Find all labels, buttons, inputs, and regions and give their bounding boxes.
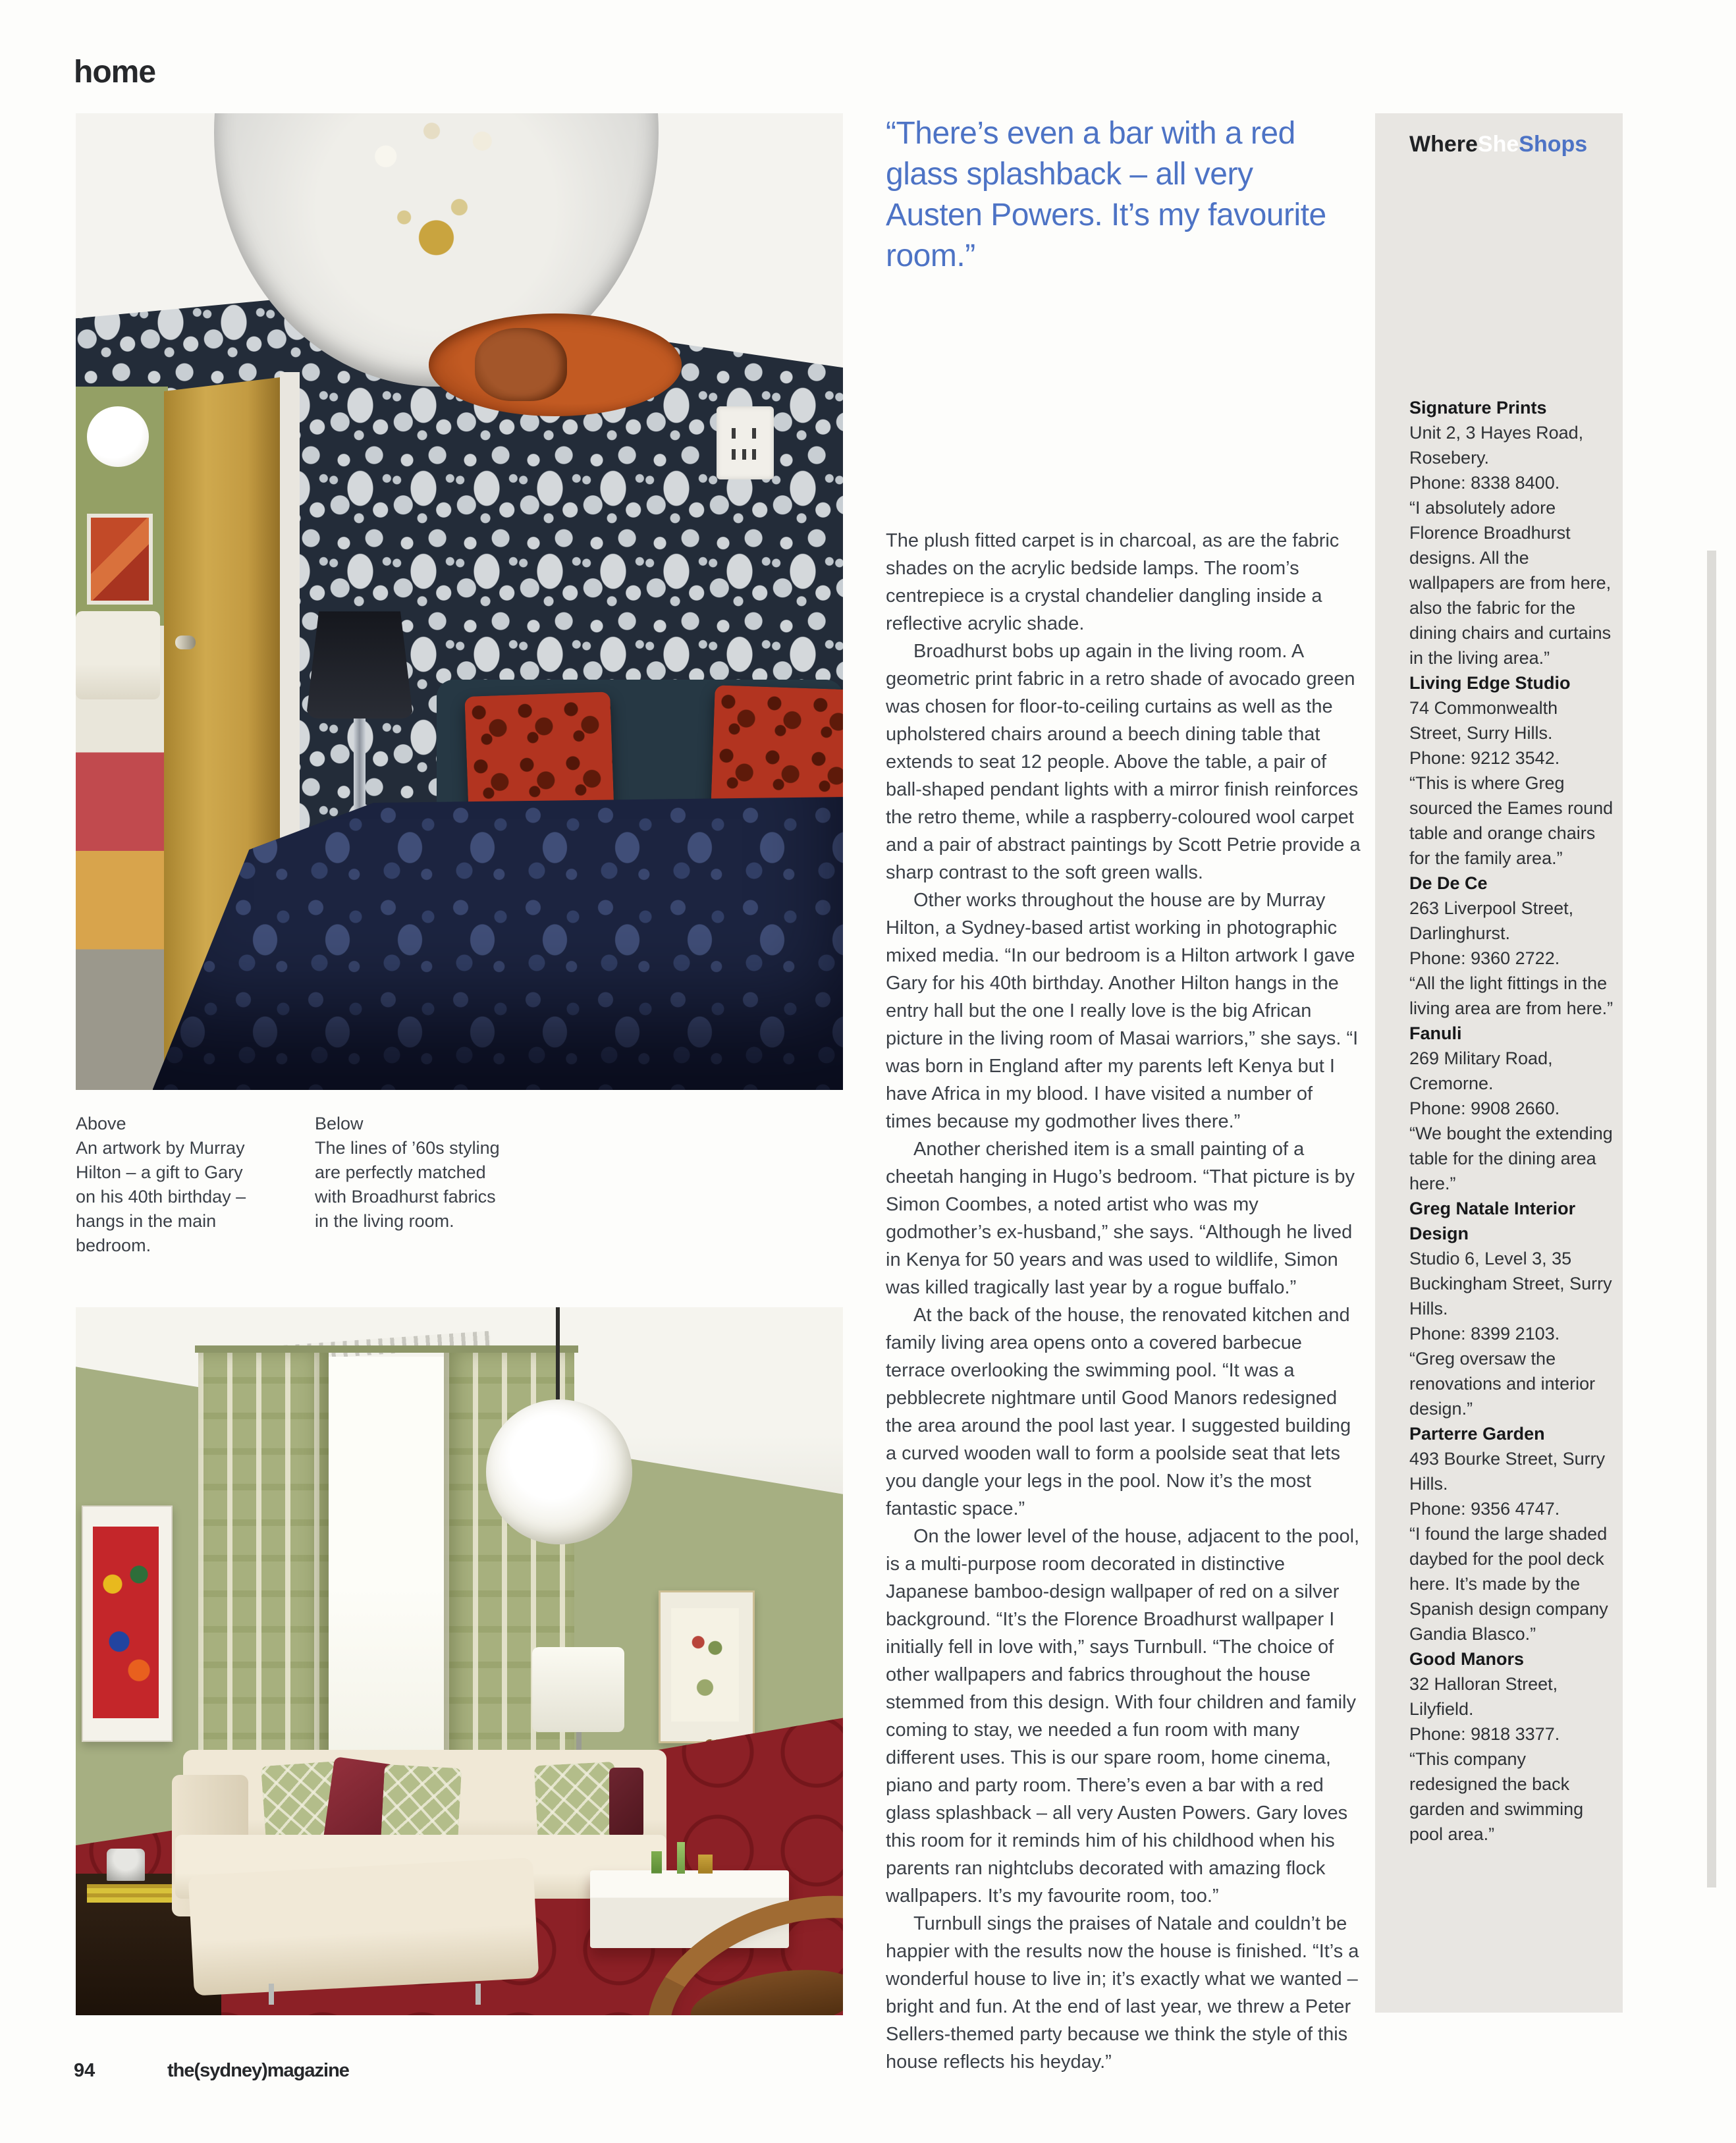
light-switch-buttons (728, 422, 763, 465)
doorway-sofa (76, 611, 160, 699)
shop-phone: Phone: 9356 4747. (1409, 1499, 1560, 1519)
chandelier (321, 113, 552, 309)
caption-above-label: Above (76, 1114, 126, 1133)
shop-quote: “All the light fittings in the living area are from here.” (1409, 973, 1614, 1018)
doorway-red-artwork (87, 514, 152, 605)
caption-below-label: Below (315, 1114, 364, 1133)
pull-quote: “There’s even a bar with a red glass splashback – all very Austen Powers. It’s my favourite room.” (886, 116, 1326, 273)
shop-listing (1409, 1021, 1614, 1196)
page-title: home (74, 55, 156, 90)
shop-address: 269 Military Road, Cremorne. (1409, 1048, 1553, 1093)
sidebar-title-where: Where (1409, 132, 1478, 157)
article-body (886, 527, 1363, 2076)
door-knob (175, 636, 195, 649)
magazine-name: the(sydney)magazine (167, 2060, 349, 2081)
floor-lamp-shade (532, 1647, 624, 1732)
sidebar-title-she: She (1477, 132, 1519, 157)
shop-listing (1409, 395, 1614, 670)
shop-listing (1409, 1646, 1614, 1847)
curtain-rod (195, 1345, 579, 1353)
framed-print-right-canvas (671, 1608, 739, 1722)
shop-quote: “Greg oversaw the renovations and interior design.” (1409, 1349, 1596, 1419)
shop-name: Good Manors (1409, 1649, 1524, 1669)
shop-listing (1409, 1196, 1614, 1421)
glass-vases (643, 1842, 736, 1874)
article-paragraph: Other works throughout the house are by Murray Hilton, a Sydney-based artist working in photographic mixed media. “In our bedroom is a Hilton artwork I gave Gary for his 40th birthday. Another Hilton hangs in the entry hall but the one I really love is the big African picture in the living room of Masai warriors,” she says. “I was born in England after my parents left Kenya but I have Africa in my blood. I have visited a number of times because my godmother lives there.” (886, 890, 1359, 1132)
shop-quote: “We bought the extending table for the dining area here.” (1409, 1124, 1613, 1193)
pendant-sphere-lamp (486, 1399, 632, 1544)
living-room-photo (76, 1307, 843, 2015)
oval-artwork-figure (475, 328, 567, 401)
sidebar-title (1409, 132, 1587, 157)
article-paragraph: Turnbull sings the praises of Natale and couldn’t be happier with the results now the house is finished. “It’s a wonderful house to live in; it’s exactly what we wanted – bright and fun. At the end of last year, we threw a Peter Sellers-themed party because we think the style of this house reflects his heyday.” (886, 1913, 1359, 2073)
shop-address: 32 Halloran Street, Lilyfield. (1409, 1674, 1558, 1719)
shop-list (1409, 395, 1614, 1847)
page-edge-shadow (1707, 551, 1716, 1887)
shop-phone: Phone: 9818 3377. (1409, 1724, 1560, 1744)
shop-phone: Phone: 9360 2722. (1409, 948, 1560, 968)
page-footer (74, 2060, 349, 2082)
shop-name: Living Edge Studio (1409, 673, 1571, 693)
caption-above (76, 1112, 260, 1258)
caption-below (315, 1112, 512, 1234)
article-paragraph: The plush fitted carpet is in charcoal, as are the fabric shades on the acrylic bedside lamps. The room’s centrepiece is a crystal chandelier dangling inside a reflective acrylic shade. (886, 530, 1340, 634)
shop-listing (1409, 871, 1614, 1021)
bedroom-photo (76, 113, 843, 1090)
shop-phone: Phone: 8338 8400. (1409, 473, 1560, 493)
pendant-cord (556, 1307, 560, 1413)
abstract-artwork-left-canvas (93, 1527, 159, 1718)
shop-address: Unit 2, 3 Hayes Road, Rosebery. (1409, 423, 1584, 468)
where-she-shops-sidebar (1375, 113, 1623, 2013)
sidebar-title-shops: Shops (1519, 132, 1588, 157)
shop-name: Fanuli (1409, 1023, 1462, 1043)
cushion-maroon-small (609, 1768, 643, 1839)
shop-name: Greg Natale Interior Design (1409, 1199, 1576, 1243)
shop-address: 74 Commonwealth Street, Surry Hills. (1409, 698, 1558, 743)
cushion-green-2 (381, 1764, 462, 1846)
shop-phone: Phone: 8399 2103. (1409, 1324, 1560, 1343)
doorway-view (76, 387, 168, 1090)
shop-address: 263 Liverpool Street, Darlinghurst. (1409, 898, 1574, 943)
shop-address: Studio 6, Level 3, 35 Buckingham Street, Surry Hills. (1409, 1249, 1612, 1318)
article-paragraph: On the lower level of the house, adjacent to the pool, is a multi-purpose room decorated in distinctive Japanese bamboo-design wallpaper of red on a silver background. “It’s the Florence Broadhurst wallpaper I initially fell in love with,” says Turnbull. “The choice of other wallpapers and fabrics throughout the house stemmed from this design. With four children and family coming to stay, we needed a fun room with many different uses. This is our spare room, home cinema, piano and party room. There’s even a bar with a red glass splashback – all very Austen Powers. Gary loves this room for it reminds him of his childhood when his parents ran nightclubs decorated with amazing flock wallpapers. It’s my favourite room, too.” (886, 1526, 1360, 1907)
shop-quote: “This is where Greg sourced the Eames round table and orange chairs for the family area.” (1409, 773, 1614, 868)
bedside-lamp-shade (306, 611, 414, 719)
books-stack (87, 1884, 179, 1903)
shop-name: Parterre Garden (1409, 1424, 1545, 1444)
article-paragraph: Broadhurst bobs up again in the living room. A geometric print fabric in a retro shade of avocado green was chosen for floor-to-ceiling curtains as well as the upholstered chairs around a beech dining table that extends to seat 12 people. Above the table, a pair of ball-shaped pendant lights with a mirror finish reinforces the retro theme, while a raspberry-coloured wool carpet and a pair of abstract paintings by Scott Petrie provide a sharp contrast to the soft green walls. (886, 641, 1361, 883)
shop-listing (1409, 1421, 1614, 1646)
silver-ornament (107, 1849, 145, 1880)
shop-phone: Phone: 9212 3542. (1409, 748, 1560, 768)
shop-quote: “I found the large shaded daybed for the pool deck here. It’s made by the Spanish design company Gandia Blasco.” (1409, 1524, 1608, 1644)
shop-phone: Phone: 9908 2660. (1409, 1099, 1560, 1118)
sofa-chaise (188, 1858, 539, 1996)
shop-address: 493 Bourke Street, Surry Hills. (1409, 1449, 1606, 1494)
page-number: 94 (74, 2060, 95, 2081)
shop-quote: “This company redesigned the back garden and swimming pool area.” (1409, 1749, 1584, 1844)
shop-quote: “I absolutely adore Florence Broadhurst designs. All the wallpapers are from here, also the fabric for the dining chairs and curtains in the living area.” (1409, 498, 1612, 668)
shop-name: De De Ce (1409, 873, 1488, 893)
curtain-left (198, 1350, 329, 1775)
caption-below-text: The lines of ’60s styling are perfectly matched with Broadhurst fabrics in the living room. (315, 1138, 500, 1231)
shop-name: Signature Prints (1409, 398, 1547, 418)
caption-above-text: An artwork by Murray Hilton – a gift to Gary on his 40th birthday – hangs in the main bedroom. (76, 1138, 246, 1255)
article-paragraph: Another cherished item is a small painting of a cheetah hanging in Hugo’s bedroom. “That picture is by Simon Coombes, a noted artist who was my godmother’s ex-husband,” she says. “Although he lived in Kenya for 50 years and was used to wildlife, Simon was killed tragically last year by a rogue buffalo.” (886, 1139, 1355, 1298)
shop-listing (1409, 670, 1614, 871)
article-paragraph: At the back of the house, the renovated kitchen and family living area opens onto a covered barbecue terrace overlooking the swimming pool. “It was a pebblecrete nightmare until Good Manors redesigned the area around the pool last year. I suggested building a curved wooden wall to form a poolside seat that lets you dangle your legs in the pool. Now it’s the most fantastic space.” (886, 1305, 1351, 1519)
sofa-legs (260, 1984, 491, 2005)
doorway-sphere-lamp (87, 406, 148, 467)
